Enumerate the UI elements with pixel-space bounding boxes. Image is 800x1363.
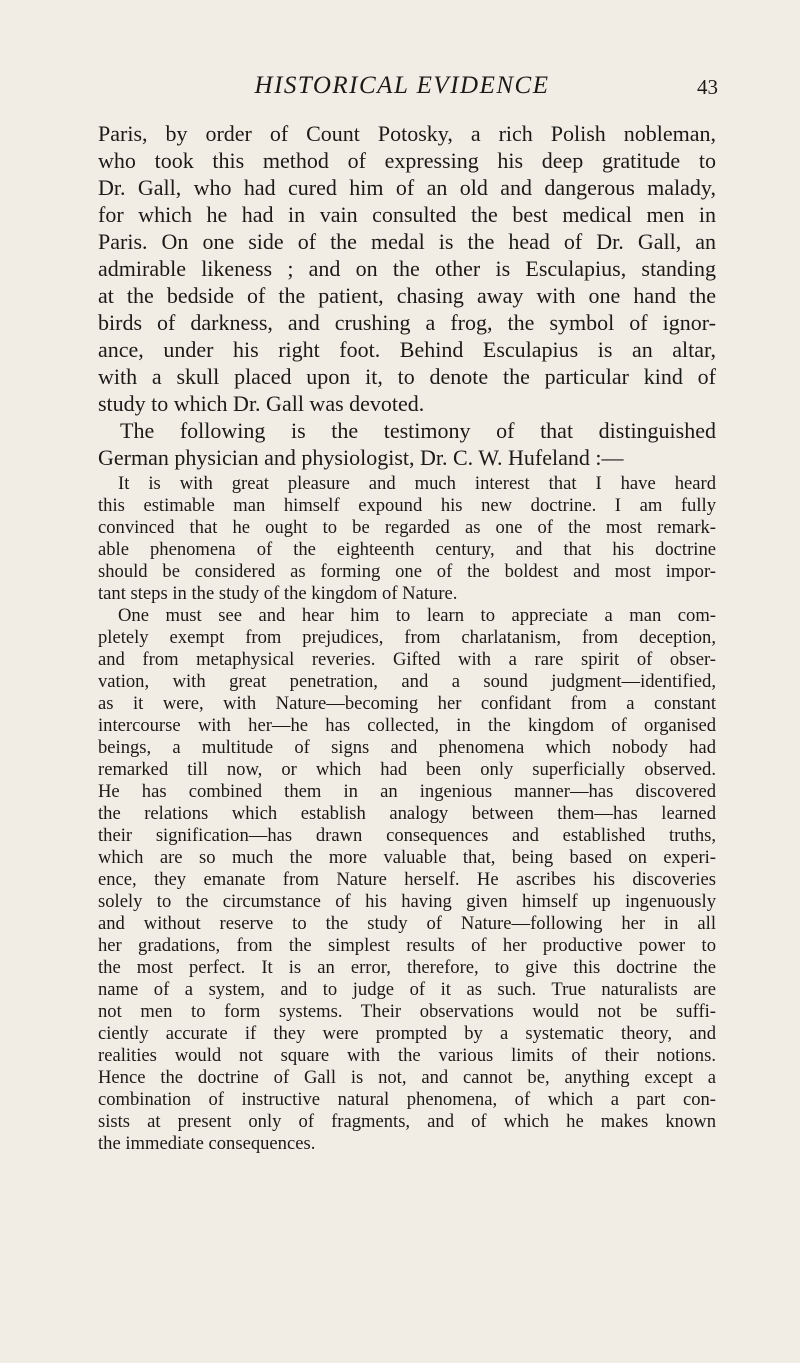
text-line: pletely exempt from prejudices, from charlatanism, from deception, xyxy=(98,627,716,648)
text-line: It is with great pleasure and much interest that I have heard xyxy=(118,473,716,494)
text-line: the relations which establish analogy between them—has learned xyxy=(98,803,716,824)
text-line: German physician and physiologist, Dr. C. W. Hufeland :— xyxy=(98,445,624,470)
text-line: realities would not square with the various limits of their notions. xyxy=(98,1045,716,1066)
text-line: the immediate consequences. xyxy=(98,1133,316,1154)
text-line: at the bedside of the patient, chasing away with one hand the xyxy=(98,283,716,308)
text-line: Paris. On one side of the medal is the head of Dr. Gall, an xyxy=(98,229,716,254)
text-line: name of a system, and to judge of it as such. True naturalists are xyxy=(98,979,716,1000)
text-line: which are so much the more valuable that, being based on experi- xyxy=(98,847,716,868)
page-number: 43 xyxy=(697,75,718,99)
text-line: combination of instructive natural phenomena, of which a part con- xyxy=(98,1089,716,1110)
text-line: Hence the doctrine of Gall is not, and cannot be, anything except a xyxy=(98,1067,716,1088)
text-line: for which he had in vain consulted the best medical men in xyxy=(98,202,716,227)
text-line: vation, with great penetration, and a sound judgment—identified, xyxy=(98,671,716,692)
running-title: HISTORICAL EVIDENCE xyxy=(254,72,550,99)
text-line: Dr. Gall, who had cured him of an old and dangerous malady, xyxy=(98,175,716,200)
text-line: who took this method of expressing his deep gratitude to xyxy=(98,148,716,173)
text-line: He has combined them in an ingenious manner—has discovered xyxy=(98,781,716,802)
text-line: this estimable man himself expound his new doctrine. I am fully xyxy=(98,495,716,516)
text-line: birds of darkness, and crushing a frog, the symbol of ignor- xyxy=(98,310,716,335)
text-line: tant steps in the study of the kingdom of Nature. xyxy=(98,583,458,604)
text-line: ciently accurate if they were prompted by a systematic theory, and xyxy=(98,1023,716,1044)
text-line: One must see and hear him to learn to appreciate a man com- xyxy=(118,605,716,626)
text-line: ence, they emanate from Nature herself. He ascribes his discoveries xyxy=(98,869,716,890)
text-line: as it were, with Nature—becoming her confidant from a constant xyxy=(98,693,716,714)
text-line: intercourse with her—he has collected, in the kingdom of organised xyxy=(98,715,716,736)
text-line: not men to form systems. Their observations would not be suffi- xyxy=(98,1001,716,1022)
text-line: study to which Dr. Gall was devoted. xyxy=(98,391,425,416)
text-line: ance, under his right foot. Behind Esculapius is an altar, xyxy=(98,337,716,362)
running-head xyxy=(0,72,800,102)
text-line: and without reserve to the study of Nature—following her in all xyxy=(98,913,716,934)
text-line: Paris, by order of Count Potosky, a rich Polish nobleman, xyxy=(98,121,716,146)
text-line: and from metaphysical reveries. Gifted with a rare spirit of obser- xyxy=(98,649,716,670)
text-line: the most perfect. It is an error, therefore, to give this doctrine the xyxy=(98,957,716,978)
text-line: should be considered as forming one of the boldest and most impor- xyxy=(98,561,716,582)
text-line: remarked till now, or which had been only superficially observed. xyxy=(98,759,716,780)
text-line: able phenomena of the eighteenth century, and that his doctrine xyxy=(98,539,716,560)
text-line: with a skull placed upon it, to denote the particular kind of xyxy=(98,364,716,389)
text-line: her gradations, from the simplest results of her productive power to xyxy=(98,935,716,956)
text-line: sists at present only of fragments, and of which he makes known xyxy=(98,1111,716,1132)
text-line: admirable likeness ; and on the other is Esculapius, standing xyxy=(98,256,716,281)
text-line: beings, a multitude of signs and phenomena which nobody had xyxy=(98,737,716,758)
text-line: convinced that he ought to be regarded as one of the most remark- xyxy=(98,517,716,538)
text-line: solely to the circumstance of his having given himself up ingenuously xyxy=(98,891,716,912)
text-line: The following is the testimony of that distinguished xyxy=(120,418,716,443)
text-line: their signification—has drawn consequences and established truths, xyxy=(98,825,716,846)
